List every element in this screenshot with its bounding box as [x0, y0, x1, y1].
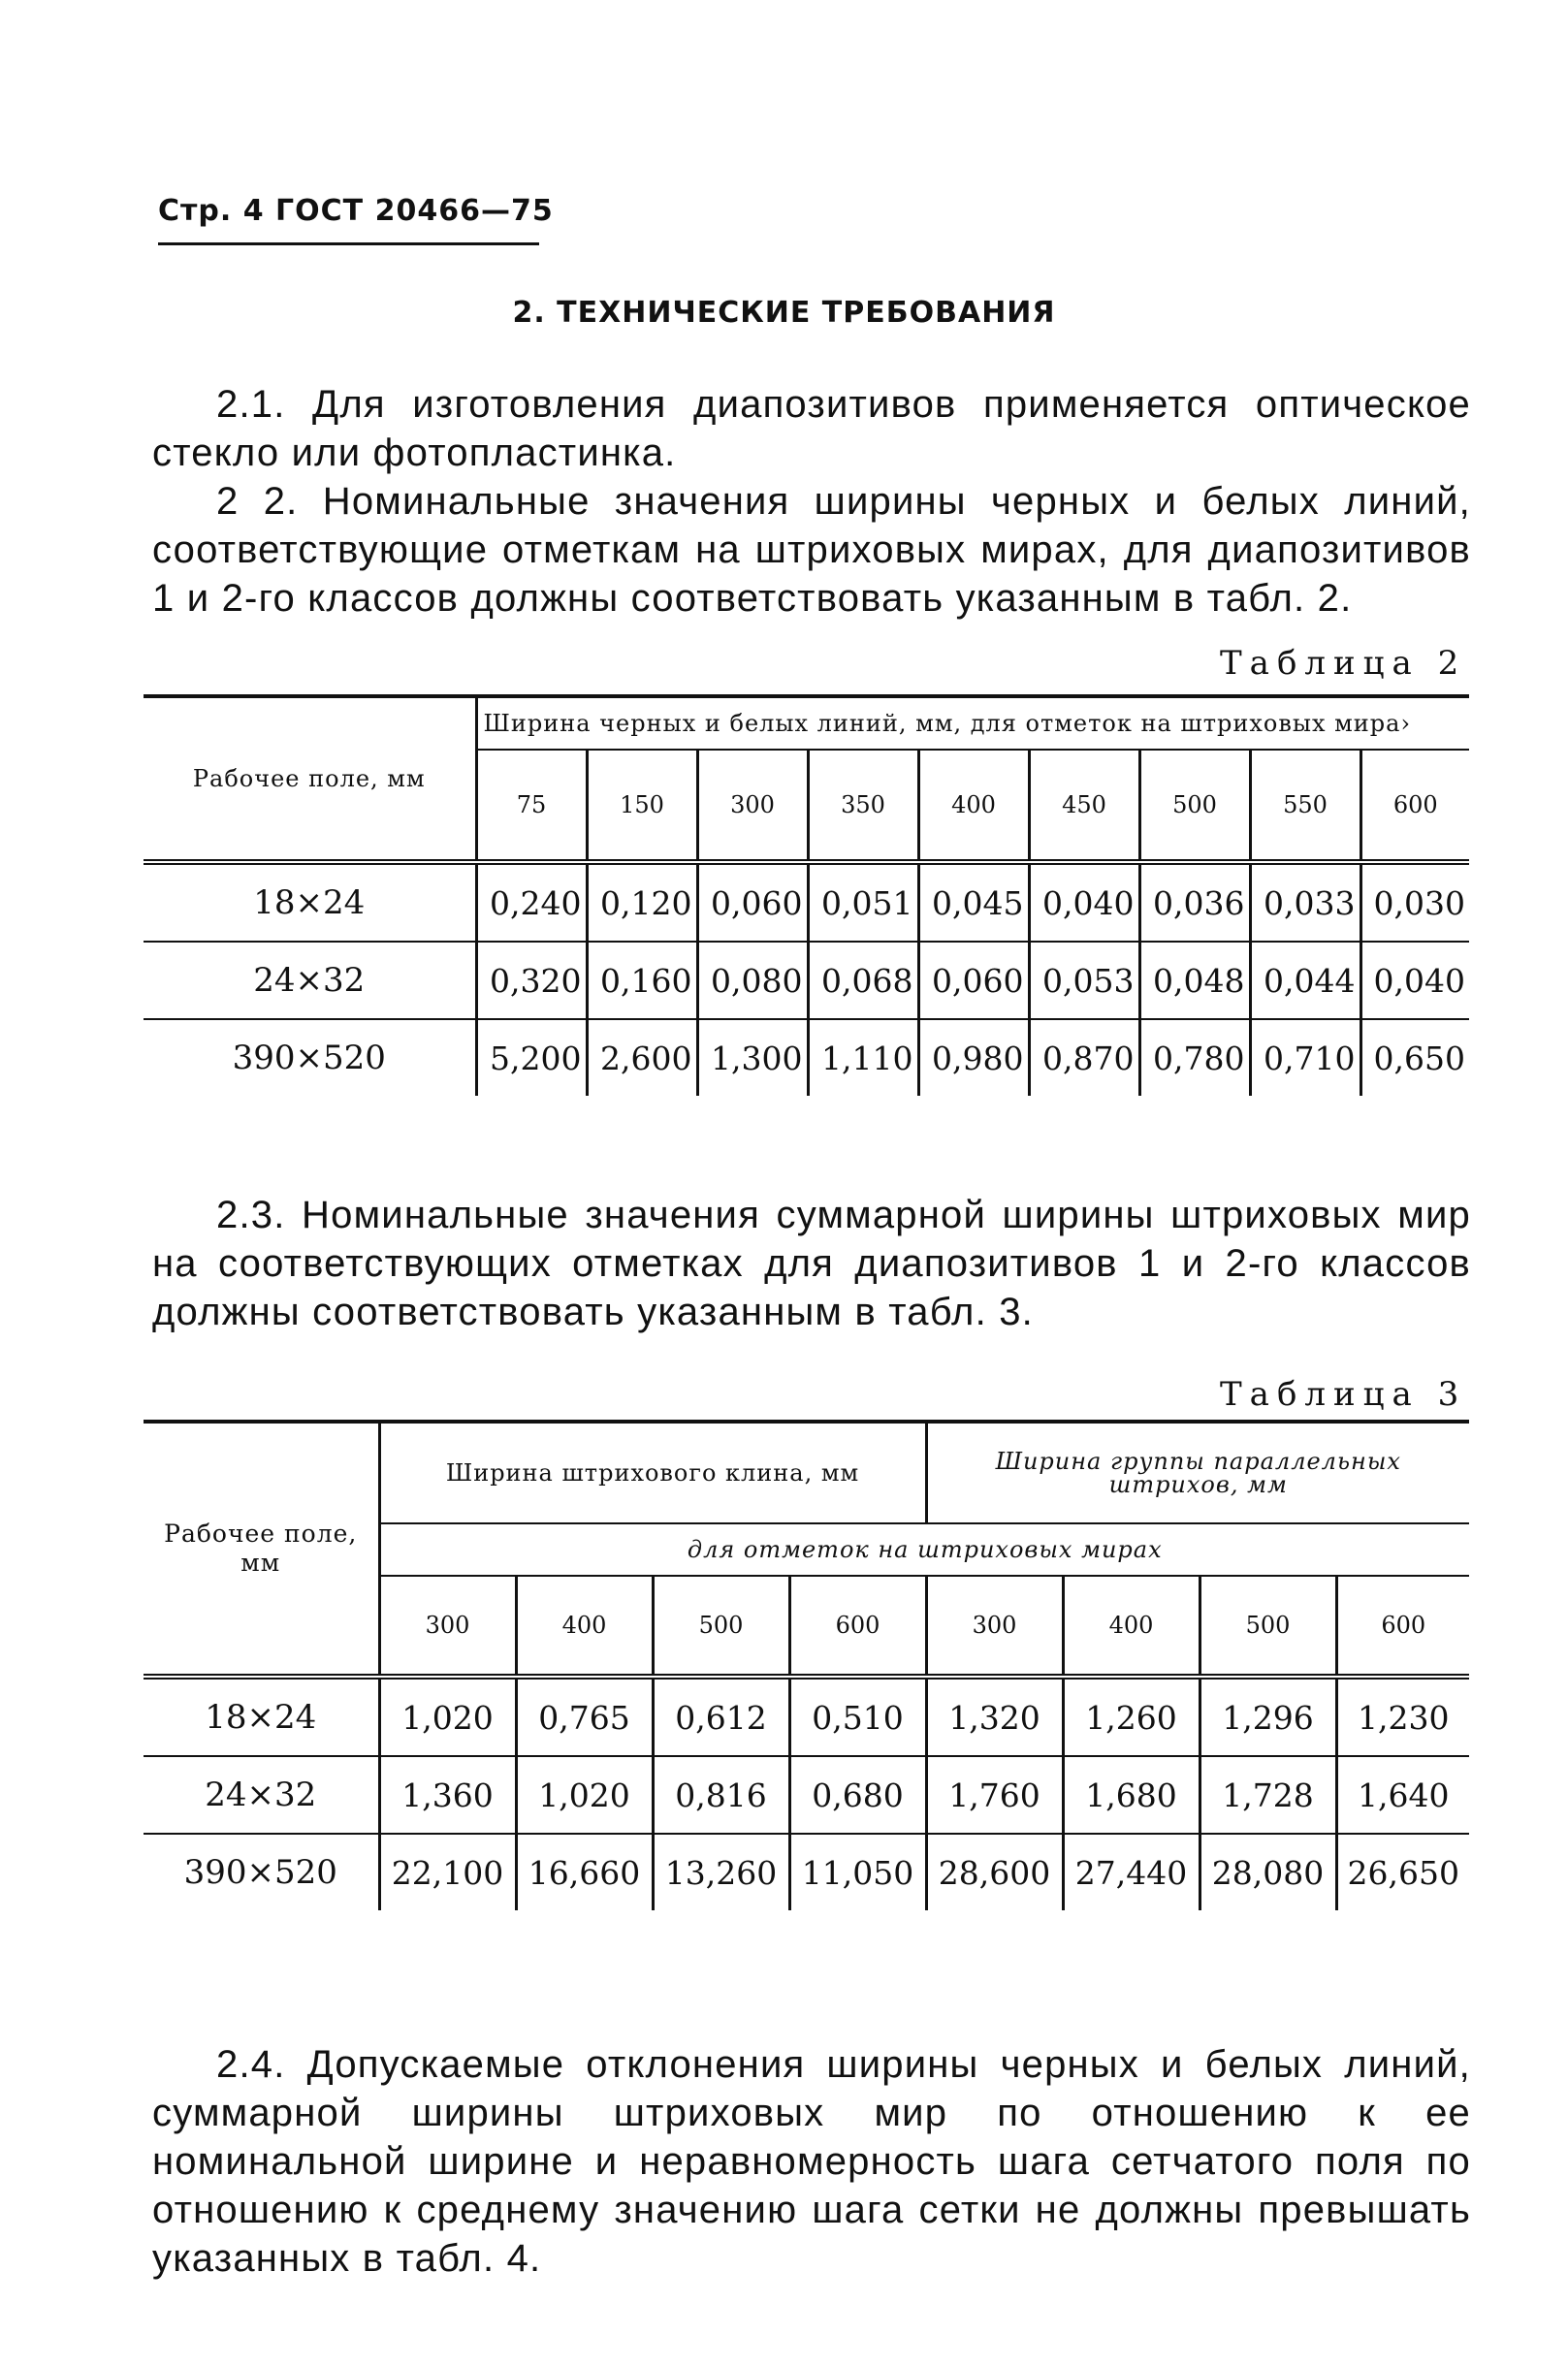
table-row: [144, 1019, 1469, 1096]
table2-cell: 0,040: [1360, 942, 1469, 1019]
table3-col-header: 500: [1200, 1576, 1336, 1677]
table2-col-header: 550: [1250, 750, 1360, 862]
table2-col-header: 150: [587, 750, 697, 862]
table2-cell: 0,036: [1139, 862, 1250, 942]
table3-cell: 1,260: [1063, 1677, 1200, 1756]
paragraph-2-2: 2 2. Номинальные значения ширины черных и белых линий, соответствующие отметкам на штриховых мирах, для диапозитивов 1 и 2-го классов должны соответствовать указанным в табл. 2.: [152, 480, 1471, 620]
table2-cell: 1,300: [697, 1019, 808, 1096]
table2-group-header: Ширина черных и белых линий, мм, для отметок на штриховых мира›: [476, 696, 1469, 750]
table3-cell: 28,080: [1200, 1834, 1336, 1910]
table2-cell: 0,051: [808, 862, 918, 942]
table3-cell: 28,600: [926, 1834, 1063, 1910]
table3-cell: 1,320: [926, 1677, 1063, 1756]
table3-cell: 16,660: [516, 1834, 653, 1910]
table2-cell: 0,650: [1360, 1019, 1469, 1096]
table-row: [144, 1834, 1469, 1910]
table3-row-label: 18×24: [144, 1677, 379, 1756]
paragraph-block-1: [152, 380, 1471, 623]
table-2: [144, 694, 1469, 1096]
table3-cell: 13,260: [653, 1834, 789, 1910]
table2-cell: 0,033: [1250, 862, 1360, 942]
table3-col-header: 600: [1336, 1576, 1469, 1677]
table2-cell: 0,040: [1029, 862, 1139, 942]
paragraph-block-2: [152, 1191, 1471, 1336]
table2-row-label: 390×520: [232, 1039, 386, 1077]
table2-cell: 0,053: [1029, 942, 1139, 1019]
table2-stub-header: Рабочее поле, мм: [144, 696, 476, 862]
table2-cell: 0,870: [1029, 1019, 1139, 1096]
table3-cell: 26,650: [1336, 1834, 1469, 1910]
table3-cell: 1,020: [516, 1756, 653, 1834]
table2-row-label: 24×32: [144, 942, 476, 1019]
paragraph-2-3: 2.3. Номинальные значения суммарной ширины штриховых мир на соответствующих отметках для диапозитивов 1 и 2-го классов должны соответствовать указанным в табл. 3.: [152, 1194, 1471, 1333]
table3-col-header: 600: [789, 1576, 926, 1677]
table2-cell: 0,240: [476, 862, 587, 942]
table2-col-header: 75: [476, 750, 587, 862]
table3-cell: 1,640: [1336, 1756, 1469, 1834]
table2-col-header: 600: [1360, 750, 1469, 862]
table2-row-label: 18×24: [144, 862, 476, 942]
table3-cell: 0,765: [516, 1677, 653, 1756]
table2-cell: 0,060: [918, 942, 1029, 1019]
table2-cell: 0,710: [1250, 1019, 1360, 1096]
header-rule: [158, 242, 539, 245]
table2-cell: 0,120: [587, 862, 697, 942]
table2-cell: 0,780: [1139, 1019, 1250, 1096]
table2-cell: 0,080: [697, 942, 808, 1019]
table2-cell: 0,160: [587, 942, 697, 1019]
table3-col-header: 300: [926, 1576, 1063, 1677]
table2-cell: 0,048: [1139, 942, 1250, 1019]
table-row: [144, 1756, 1469, 1834]
table3-cell: 1,728: [1200, 1756, 1336, 1834]
table3-cell: 22,100: [379, 1834, 516, 1910]
table3-caption: Таблица 3: [1220, 1375, 1467, 1414]
table-row: [144, 942, 1469, 1019]
table2-cell: 2,600: [587, 1019, 697, 1096]
table2-col-header: 300: [697, 750, 808, 862]
table3-col-header: 300: [379, 1576, 516, 1677]
table2-col-header: 400: [918, 750, 1029, 862]
paragraph-2-4: 2.4. Допускаемые отклонения ширины черных и белых линий, суммарной ширины штриховых мир по отношению к ее номинальной ширине и неравномерность шага сетчатого поля по отношению к среднему значению шага сетки не должны превышать указанных в табл. 4.: [152, 2043, 1471, 2280]
table2-col-header: 450: [1029, 750, 1139, 862]
paragraph-block-3: [152, 2040, 1471, 2283]
table3-group1-header: Ширина штрихового клина, мм: [379, 1422, 926, 1523]
table3-cell: 0,680: [789, 1756, 926, 1834]
table3-row-label: 390×520: [183, 1853, 337, 1892]
table-row: [144, 862, 1469, 942]
table3-cell: 1,020: [379, 1677, 516, 1756]
table2-cell: 0,068: [808, 942, 918, 1019]
table2-caption: Таблица 2: [1220, 644, 1467, 683]
table3-cell: 1,760: [926, 1756, 1063, 1834]
table2-col-header: 500: [1139, 750, 1250, 862]
table3-col-header: 500: [653, 1576, 789, 1677]
table3-span-header: для отметок на штриховых мирах: [379, 1523, 1469, 1576]
table2-cell: 1,110: [808, 1019, 918, 1096]
table3-cell: 1,680: [1063, 1756, 1200, 1834]
paragraph-2-1: 2.1. Для изготовления диапозитивов применяется оптическое стекло или фотопластинка.: [152, 383, 1471, 474]
table2-cell: 0,060: [697, 862, 808, 942]
table2-cell: 0,045: [918, 862, 1029, 942]
page-header: Стр. 4 ГОСТ 20466—75: [158, 194, 554, 228]
table3-cell: 27,440: [1063, 1834, 1200, 1910]
table2-cell: 0,030: [1360, 862, 1469, 942]
table3-row-label: 24×32: [144, 1756, 379, 1834]
table2-cell: 0,044: [1250, 942, 1360, 1019]
table-row: [144, 1677, 1469, 1756]
table2-cell: 5,200: [476, 1019, 587, 1096]
table3-cell: 1,296: [1200, 1677, 1336, 1756]
table3-cell: 1,360: [379, 1756, 516, 1834]
table3-stub-header: Рабочее поле, мм: [144, 1422, 379, 1677]
table3-col-header: 400: [516, 1576, 653, 1677]
table3-cell: 11,050: [789, 1834, 926, 1910]
table3-cell: 1,230: [1336, 1677, 1469, 1756]
table-3: [144, 1420, 1469, 1910]
section-title: 2. ТЕХНИЧЕСКИЕ ТРЕБОВАНИЯ: [512, 296, 1056, 330]
table2-cell: 0,980: [918, 1019, 1029, 1096]
table3-col-header: 400: [1063, 1576, 1200, 1677]
table3-cell: 0,510: [789, 1677, 926, 1756]
table3-group2-header: Ширина группы параллельных штрихов, мм: [926, 1422, 1469, 1523]
table2-cell: 0,320: [476, 942, 587, 1019]
table3-cell: 0,612: [653, 1677, 789, 1756]
table3-cell: 0,816: [653, 1756, 789, 1834]
table2-col-header: 350: [808, 750, 918, 862]
